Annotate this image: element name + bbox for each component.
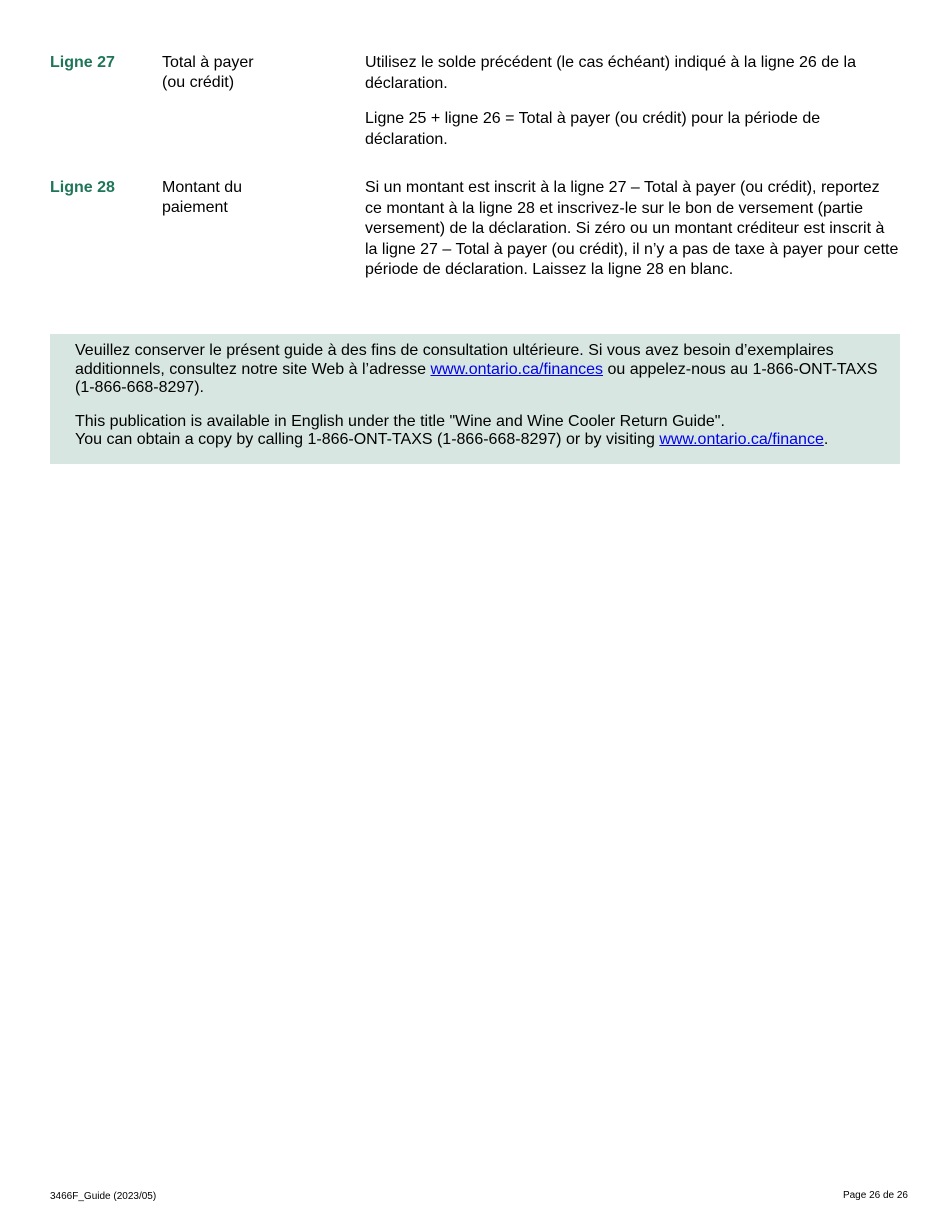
notice-box: [50, 334, 900, 464]
notice-french-text-end: ou appelez-nous au 1-866-ONT-TAXS (1-866-668-8297).: [75, 360, 878, 396]
line-27-description: [365, 53, 900, 150]
finances-link[interactable]: www.ontario.ca/finances: [430, 360, 603, 378]
notice-english-title-line: This publication is available in English under the title "Wine and Wine Cooler Return Guide".: [75, 412, 725, 430]
notice-english-text: You can obtain a copy by calling 1-866-ONT-TAXS (1-866-668-8297) or by visiting: [75, 431, 660, 448]
notice-english-period: .: [823, 431, 829, 448]
notice-english-paragraph: [75, 413, 888, 450]
line-28-paragraph: Si un montant est inscrit à la ligne 27 – Total à payer (ou crédit), reportez ce montant à la ligne 28 et inscrivez-le sur le bon de versement (partie versement) de la déclaration. Si zéro ou un montant créditeur est inscrit à la ligne 27 – Total à payer (ou crédit), il n’y a pas de taxe à payer pour cette période de déclaration. Laissez la ligne 28 en blanc.: [365, 179, 899, 278]
line-28-description: [365, 178, 900, 281]
notice-french-text: Veuillez conserver le présent guide à des fins de consultation ultérieure. Si vous avez besoin d’exemplaires additionnels, consultez notre site Web à l’adresse: [75, 342, 834, 378]
line-28-title: Montant du paiement: [162, 179, 243, 216]
line-27-paragraph: Utilisez le solde précédent (le cas échéant) indiqué à la ligne 26 de la déclaration.: [365, 54, 856, 92]
line-28-label: Ligne 28: [50, 179, 115, 196]
line-27-label: Ligne 27: [50, 54, 115, 71]
line-27-title: Total à payer (ou crédit): [162, 54, 254, 91]
notice-french-paragraph: [75, 342, 888, 398]
line-27-paragraph: Ligne 25 + ligne 26 = Total à payer (ou crédit) pour la période de déclaration.: [365, 110, 821, 148]
footer-form-id: 3466F_Guide (2023/05): [50, 1191, 157, 1202]
footer-page-number: Page 26 de 26: [842, 1190, 908, 1201]
finance-link[interactable]: www.ontario.ca/finance: [659, 431, 824, 448]
